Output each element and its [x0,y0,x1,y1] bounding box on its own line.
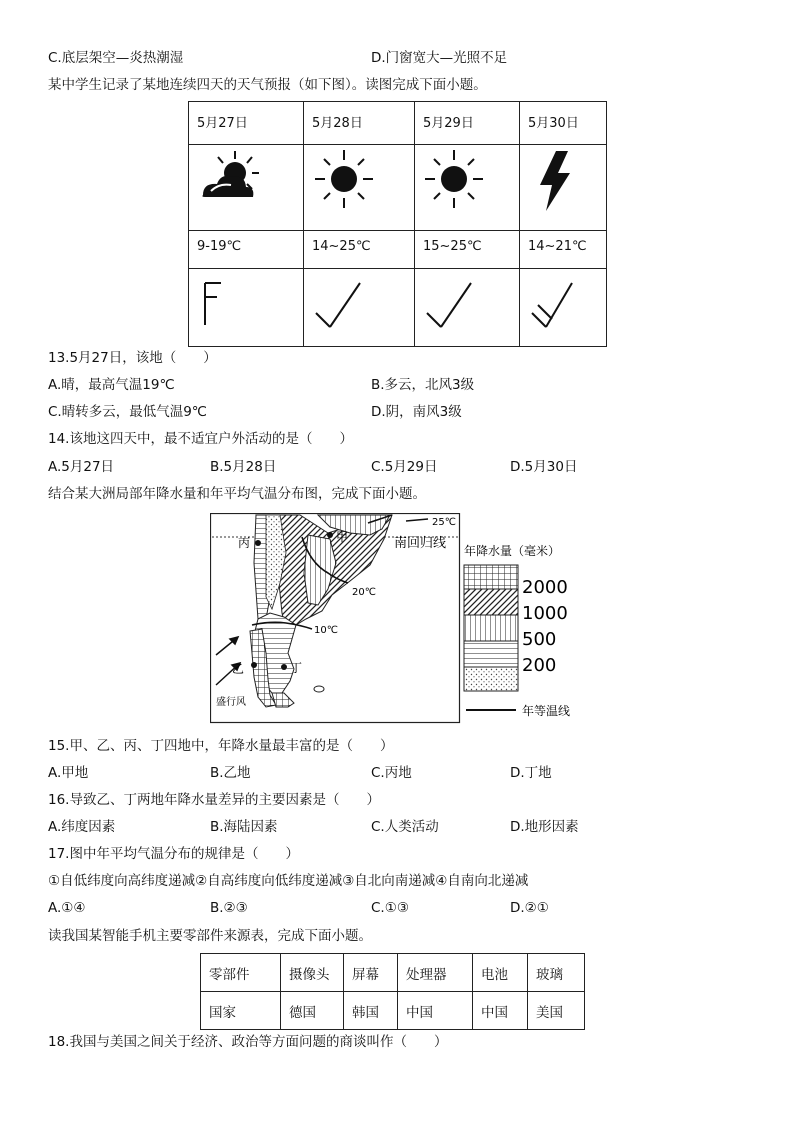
q13-option-b: B.多云，北风3级 [371,377,475,393]
date-cell: 5月28日 [304,102,415,145]
q15-stem: 15.甲、乙、丙、丁四地中，年降水量最丰富的是（ ） [48,738,394,754]
q14-option-b: B.5月28日 [210,459,277,475]
q14-stem: 14.该地这四天中，最不适宜户外活动的是（ ） [48,431,353,447]
wind-symbol-icon [423,269,503,339]
parts-row-cell: 中国 [398,992,473,1030]
weather-icon-cell [415,145,520,231]
temp-cell: 14~25℃ [304,231,415,269]
q14-option-a: A.5月27日 [48,459,115,475]
date-cell: 5月30日 [520,102,607,145]
parts-row-cell: 韩国 [344,992,398,1030]
wind-symbol-icon [197,269,237,339]
parts-header-cell: 屏幕 [344,954,398,992]
q15-option-b: B.乙地 [210,765,251,781]
date-cell: 5月29日 [415,102,520,145]
q16-option-a: A.纬度因素 [48,819,116,835]
temp-cell: 9-19℃ [189,231,304,269]
q14-option-c: C.5月29日 [371,459,438,475]
legend-value-2000: 2000 [522,577,568,598]
partly-cloudy-icon [197,145,277,215]
q16-stem: 16.导致乙、丁两地年降水量差异的主要因素是（ ） [48,792,380,808]
q13-option-c: C.晴转多云，最低气温9℃ [48,404,207,420]
parts-row-cell: 中国 [473,992,528,1030]
parts-row-cell: 国家 [201,992,281,1030]
legend-value-200: 200 [522,655,557,676]
label-ding: 丁 [290,661,303,675]
weather-icon-cell [189,145,304,231]
sunny-icon [312,145,392,215]
parts-header-cell: 玻璃 [528,954,585,992]
parts-header-cell: 零部件 [201,954,281,992]
q18-stem: 18.我国与美国之间关于经济、政治等方面问题的商谈叫作（ ） [48,1034,448,1050]
label-wind: 盛行风 [216,697,246,708]
parts-header-cell: 处理器 [398,954,473,992]
label-iso20: 20℃ [352,587,376,598]
weather-forecast-table [188,101,607,347]
label-yi: 乙 [232,662,245,676]
q17-stem: 17.图中年平均气温分布的规律是（ ） [48,846,299,862]
label-iso25: 25℃ [432,517,456,528]
phone-parts-table [200,953,585,1030]
q13-option-d: D.阴，南风3级 [371,404,462,420]
wind-cell [415,269,520,347]
intro-map: 结合某大洲局部年降水量和年平均气温分布图，完成下面小题。 [48,486,426,502]
wind-cell [304,269,415,347]
q17-option-d: D.②① [510,900,549,916]
option-c: C.底层架空—炎热潮湿 [48,50,184,66]
wind-cell [520,269,607,347]
q13-stem: 13.5月27日，该地（ ） [48,350,217,366]
temp-cell: 14~21℃ [520,231,607,269]
parts-header-cell: 摄像头 [281,954,344,992]
legend-isotherm: 年等温线 [522,704,571,718]
q13-option-a: A.晴，最高气温19℃ [48,377,175,393]
wind-symbol-icon [528,269,598,339]
legend-value-500: 500 [522,629,557,650]
weather-icon-cell [304,145,415,231]
wind-cell [189,269,304,347]
q17-option-c: C.①③ [371,900,409,916]
q15-option-c: C.丙地 [371,765,412,781]
parts-row-cell: 美国 [528,992,585,1030]
label-iso10: 10℃ [314,625,338,636]
label-tropic: 南回归线 [394,536,447,551]
option-d: D.门窗宽大—光照不足 [371,50,508,66]
intro-parts: 读我国某智能手机主要零部件来源表，完成下面小题。 [48,928,372,944]
temp-cell: 15~25℃ [415,231,520,269]
wind-symbol-icon [312,269,392,339]
q15-option-d: D.丁地 [510,765,552,781]
q16-option-d: D.地形因素 [510,819,579,835]
label-jia: 甲 [336,530,349,544]
sunny-icon [423,145,503,215]
legend-title: 年降水量（毫米） [464,544,561,558]
q14-option-d: D.5月30日 [510,459,578,475]
q17-option-b: B.②③ [210,900,248,916]
weather-icon-cell [520,145,607,231]
q17-items: ①自低纬度向高纬度递减②自高纬度向低纬度递减③自北向南递减④自南向北递减 [48,873,529,889]
q16-option-b: B.海陆因素 [210,819,278,835]
legend-value-1000: 1000 [522,603,568,624]
intro-weather: 某中学生记录了某地连续四天的天气预报（如下图）。读图完成下面小题。 [48,77,487,93]
q16-option-c: C.人类活动 [371,819,439,835]
q17-option-a: A.①④ [48,900,86,916]
precipitation-temperature-map [210,513,585,725]
thunder-icon [528,145,588,215]
parts-row-cell: 德国 [281,992,344,1030]
label-bing: 丙 [238,536,251,550]
parts-header-cell: 电池 [473,954,528,992]
q15-option-a: A.甲地 [48,765,89,781]
date-cell: 5月27日 [189,102,304,145]
